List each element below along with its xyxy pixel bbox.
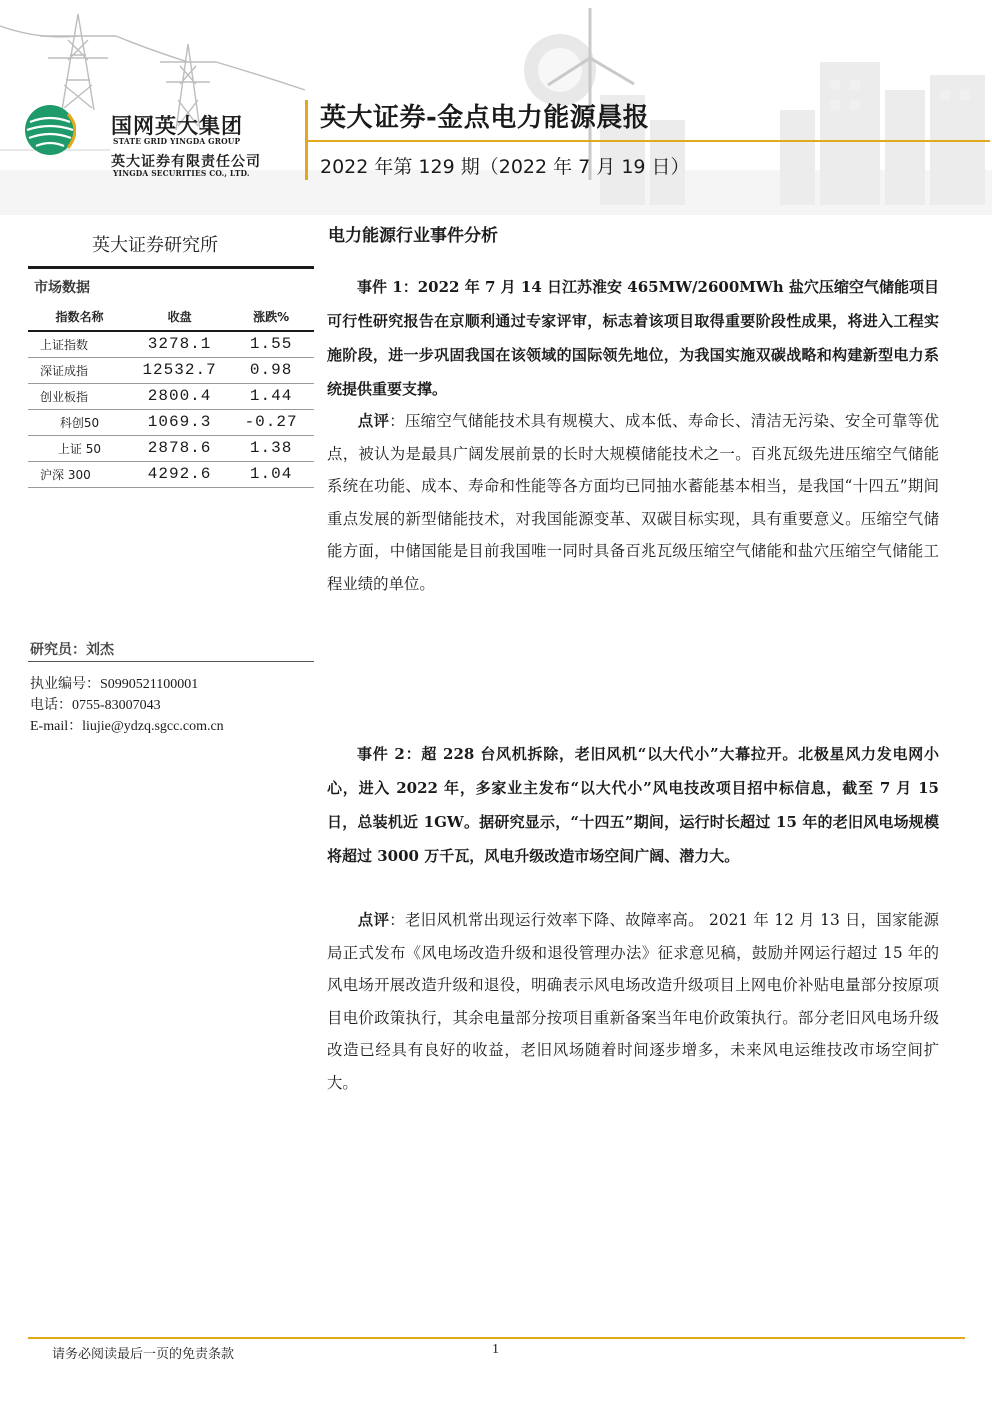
comment-2-label: 点评 <box>357 911 390 929</box>
index-name: 上证指数 <box>28 331 131 357</box>
column-header-change: 涨跌% <box>228 303 314 331</box>
event-1-paragraph: 事件 1：2022 年 7 月 14 日江苏淮安 465MW/2600MWh 盐穴压缩空气储能项目可行性研究报告在京顺利通过专家评审，标志着该项目取得重要阶段性成果，将进入工程实施阶段，进一步巩固我国在该领域的国际领先地位，为我国实施双碳战略和构建新型电力系统提供重要支撑。 <box>327 278 939 398</box>
index-change: 0.98 <box>228 357 314 383</box>
table-row <box>28 383 314 409</box>
section-title: 电力能源行业事件分析 <box>328 226 498 246</box>
index-change: 1.38 <box>228 435 314 461</box>
researcher-divider <box>28 661 314 662</box>
comment-2-paragraph <box>327 904 939 1099</box>
index-close: 4292.6 <box>131 461 228 487</box>
comment-2-text: ：老旧风机常出现运行效率下降、故障率高。 2021 年 12 月 13 日，国家能源局正式发布《风电场改造升级和退役管理办法》征求意见稿，鼓励并网运行超过 15 年的风电场开展改造升级和退役，明确表示风电场改造升级项目上网电价补贴电量部分按原项目电价政策执行，其余电量部分按项目重新备案当年电价政策执行。部分老旧风电场升级改造已经具有良好的收益，老旧风场随着时间逐步增多，未来风电运维技改市场空间扩大。 <box>327 911 939 1092</box>
market-data-table <box>28 303 314 488</box>
index-change: -0.27 <box>228 409 314 435</box>
logo-company-name-en: YINGDA SECURITIES CO., LTD. <box>113 169 250 179</box>
disclaimer-note: 请务必阅读最后一页的免责条款 <box>52 1347 235 1362</box>
report-title: 英大证券-金点电力能源晨报 <box>320 103 650 133</box>
table-row <box>28 461 314 487</box>
index-close: 2800.4 <box>131 383 228 409</box>
sidebar-divider <box>28 266 314 269</box>
header-divider <box>305 140 990 142</box>
page-number: 1 <box>492 1342 499 1357</box>
index-change: 1.44 <box>228 383 314 409</box>
market-data-title: 市场数据 <box>34 280 90 296</box>
table-header-row <box>28 303 314 331</box>
table-row <box>28 435 314 461</box>
table-row <box>28 357 314 383</box>
phone-number: 电话：0755-83007043 <box>30 698 161 713</box>
logo-group-name-en: STATE GRID YINGDA GROUP <box>113 137 241 147</box>
state-grid-logo-icon <box>24 104 76 156</box>
index-close: 12532.7 <box>131 357 228 383</box>
index-name: 深证成指 <box>28 357 131 383</box>
logo-company-name: 英大证券有限责任公司 <box>111 154 261 170</box>
column-header-index: 指数名称 <box>28 303 131 331</box>
index-name: 科创50 <box>28 409 131 435</box>
index-change: 1.55 <box>228 331 314 357</box>
index-name: 沪深 300 <box>28 461 131 487</box>
footer-divider <box>28 1337 965 1339</box>
index-change: 1.04 <box>228 461 314 487</box>
institute-name: 英大证券研究所 <box>92 235 218 256</box>
event-2-paragraph: 事件 2：超 228 台风机拆除，老旧风机“以大代小”大幕拉开。北极星风力发电网小心，进入 2022 年，多家业主发布“以大代小”风电技改项目招中标信息，截至 7 月 15 日，总装机近 1GW。据研究显示，“十四五”期间，运行时长超过 15 年的老旧风电场规模将超过 3000 万千瓦，风电升级改造市场空间广阔、潜力大。 <box>327 745 939 865</box>
comment-1-paragraph <box>327 405 939 600</box>
license-number: 执业编号：S0990521100001 <box>30 677 199 692</box>
table-row <box>28 409 314 435</box>
researcher-name: 研究员：刘杰 <box>30 642 114 658</box>
column-header-close: 收盘 <box>131 303 228 331</box>
index-name: 创业板指 <box>28 383 131 409</box>
comment-1-text: ：压缩空气储能技术具有规模大、成本低、寿命长、清洁无污染、安全可靠等优点，被认为是最具广阔发展前景的长时大规模储能技术之一。百兆瓦级先进压缩空气储能系统在功能、成本、寿命和性能等各方面均已同抽水蓄能基本相当，是我国“十四五”期间重点发展的新型储能技术，对我国能源变革、双碳目标实现，具有重要意义。压缩空气储能方面，中储国能是目前我国唯一同时具备百兆瓦级压缩空气储能和盐穴压缩空气储能工程业绩的单位。 <box>327 412 939 593</box>
index-close: 2878.6 <box>131 435 228 461</box>
index-close: 1069.3 <box>131 409 228 435</box>
logo-group-name: 国网英大集团 <box>111 114 243 138</box>
table-row <box>28 331 314 357</box>
index-name: 上证 50 <box>28 435 131 461</box>
index-close: 3278.1 <box>131 331 228 357</box>
report-issue-date: 2022 年第 129 期（2022 年 7 月 19 日） <box>320 156 690 178</box>
email-address: E-mail：liujie@ydzq.sgcc.com.cn <box>30 719 224 734</box>
comment-1-label: 点评 <box>357 412 390 430</box>
